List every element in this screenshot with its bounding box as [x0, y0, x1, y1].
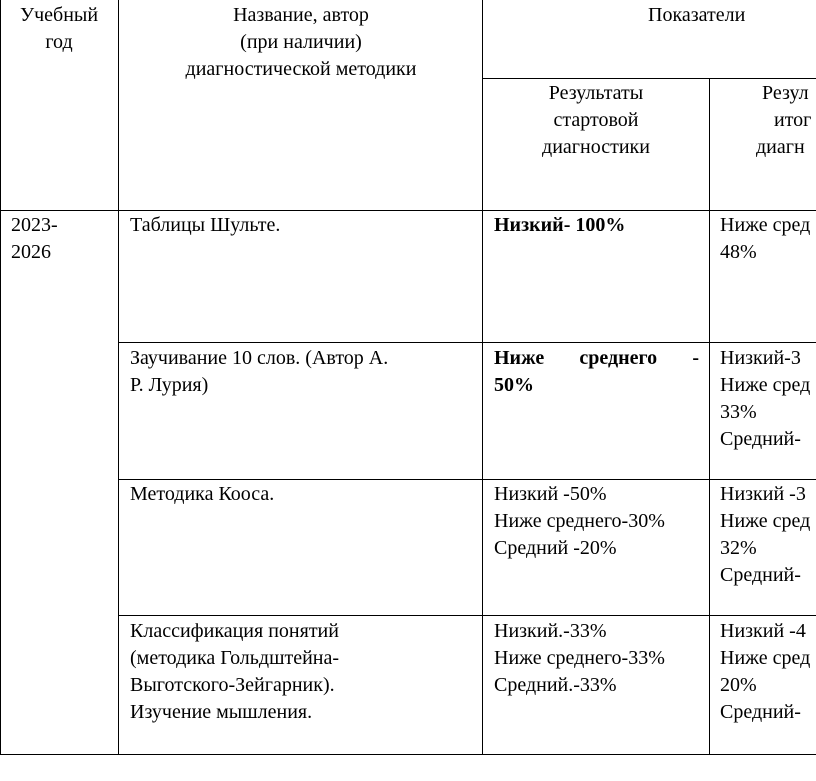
- year-line: 2026: [11, 241, 51, 263]
- start-line: Ниже среднего-30%: [494, 510, 665, 532]
- table-border-bottom: [0, 754, 816, 755]
- column-divider-2: [482, 0, 483, 754]
- method-line: Заучивание 10 слов. (Автор А.: [130, 347, 389, 369]
- row-divider-3: [118, 615, 816, 616]
- row-1-method: [130, 212, 280, 239]
- header-method-line: Название, автор: [233, 4, 369, 26]
- row-divider-2: [118, 479, 816, 480]
- row-4-start: [494, 618, 665, 699]
- method-line: Изучение мышления.: [130, 701, 313, 723]
- start-word: -: [692, 347, 699, 369]
- header-method-line: (при наличии): [240, 31, 362, 53]
- final-line: Средний-: [720, 428, 801, 450]
- final-line: Ниже сред: [720, 647, 811, 669]
- final-line: 20%: [720, 674, 757, 696]
- row-1-final: [720, 212, 816, 266]
- final-line: Ниже сред: [720, 510, 811, 532]
- header-start-line: диагностики: [542, 136, 650, 158]
- row-divider-1: [118, 342, 816, 343]
- final-line: 48%: [720, 241, 757, 263]
- method-line: Методика Кооса.: [130, 483, 275, 505]
- row-3-start: [494, 481, 665, 562]
- header-method-line: диагностической методики: [185, 58, 417, 80]
- header-start-line: стартовой: [553, 109, 639, 131]
- header-indicators: Показатели: [648, 4, 746, 26]
- header-method: [120, 2, 482, 83]
- final-line: Низкий -3: [720, 483, 806, 505]
- start-line: Низкий- 100%: [494, 214, 626, 236]
- method-line: Таблицы Шульте.: [130, 214, 281, 236]
- header-start-line: Результаты: [548, 82, 644, 104]
- start-line: Средний.-33%: [494, 674, 617, 696]
- final-line: Средний-: [720, 701, 801, 723]
- final-line: Ниже сред: [720, 214, 811, 236]
- header-start-results: [484, 80, 708, 161]
- start-word: Ниже: [494, 347, 545, 369]
- final-line: 32%: [720, 537, 757, 559]
- row-2-start: [494, 345, 699, 399]
- header-final-line: Резул: [762, 82, 809, 104]
- column-divider-3: [709, 78, 710, 754]
- header-bottom-border: [0, 210, 816, 211]
- table-border-left: [0, 0, 1, 754]
- final-line: Средний-: [720, 564, 801, 586]
- row-4-method: [130, 618, 339, 726]
- row-2-final: [720, 345, 816, 453]
- year-line: 2023-: [11, 214, 58, 236]
- header-final-results: [711, 80, 816, 161]
- indicators-divider: [482, 78, 816, 79]
- start-word: среднего: [579, 347, 658, 369]
- method-line: Классификация понятий: [130, 620, 339, 642]
- final-line: Низкий -4: [720, 620, 806, 642]
- final-line: Ниже сред: [720, 374, 811, 396]
- row-2-method: [130, 345, 388, 399]
- start-line: Ниже среднего-33%: [494, 647, 665, 669]
- method-line: Р. Лурия): [130, 374, 209, 396]
- header-final-line: итог: [774, 109, 812, 131]
- header-final-line: диагн: [756, 136, 805, 158]
- row-3-method: [130, 481, 274, 508]
- start-line: 50%: [494, 374, 534, 396]
- final-line: Низкий-3: [720, 347, 801, 369]
- start-line: Низкий -50%: [494, 483, 607, 505]
- final-line: 33%: [720, 401, 757, 423]
- header-year-line: Учебный: [19, 4, 99, 26]
- start-line-justified: [494, 345, 699, 372]
- start-line: Средний -20%: [494, 537, 617, 559]
- start-line: Низкий.-33%: [494, 620, 607, 642]
- row-3-final: [720, 481, 816, 589]
- column-divider-1: [118, 0, 119, 754]
- header-year: [2, 2, 116, 56]
- method-line: (методика Гольдштейна-: [130, 647, 340, 669]
- header-year-line: год: [45, 31, 73, 53]
- row-4-final: [720, 618, 816, 726]
- row-1-start: [494, 212, 625, 239]
- year-cell: [11, 212, 58, 266]
- method-line: Выготского-Зейгарник).: [130, 674, 335, 696]
